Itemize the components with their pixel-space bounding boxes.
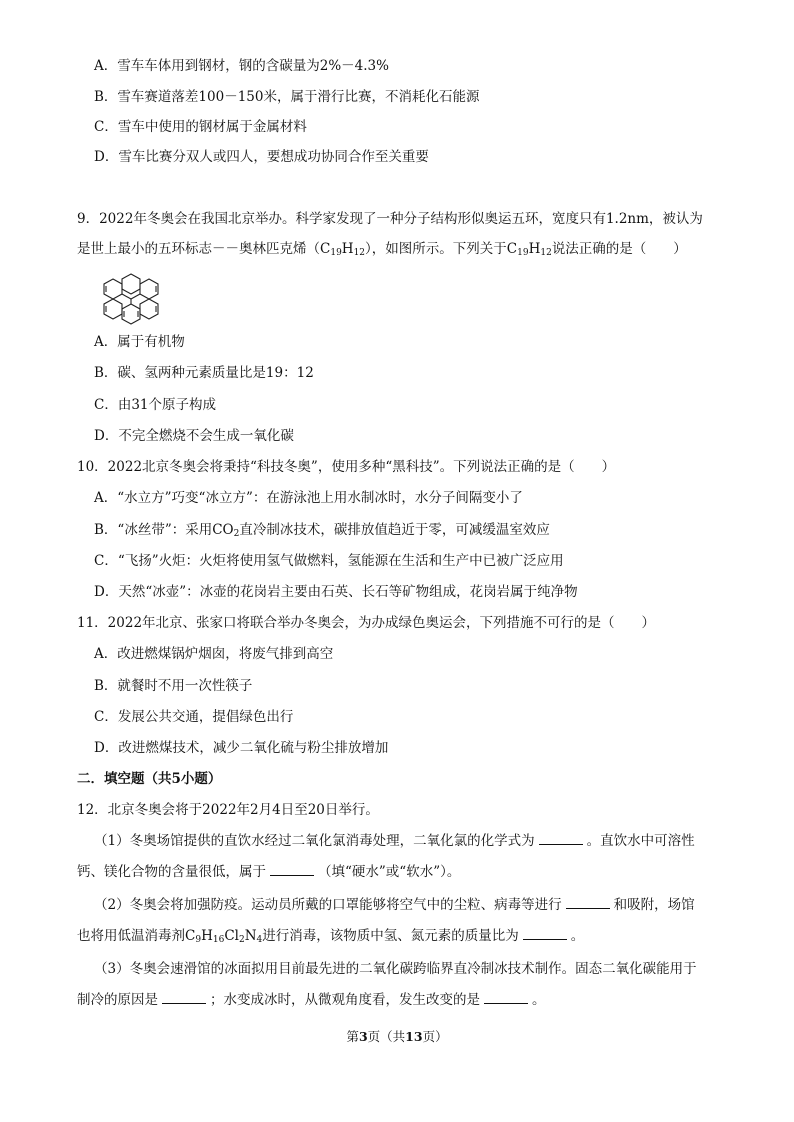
q8-option-b: B．雪车赛道落差100－150米，属于滑行比赛，不消耗化石能源	[94, 89, 480, 105]
q9-stem-line2	[77, 240, 687, 260]
page-footer	[0, 1027, 794, 1045]
q9-option-a: A．属于有机物	[94, 334, 185, 350]
q12-cl: Cl	[224, 928, 239, 944]
q12-sub-16: 16	[212, 935, 225, 945]
q12-part2-line2	[77, 927, 584, 947]
q12-p3-l2-post: 。	[532, 992, 546, 1008]
q12-n: N	[244, 928, 257, 944]
q11-option-a: A．改进燃煤锅炉烟囱，将废气排到高空	[94, 646, 334, 662]
q9-option-b: B．碳、氢两种元素质量比是19：12	[94, 365, 314, 381]
q11-option-d: D．改进燃煤技术，减少二氧化硫与粉尘排放增加	[94, 740, 389, 756]
q11-option-b: B．就餐时不用一次性筷子	[94, 678, 253, 694]
q12-sub-2: 2	[238, 935, 245, 945]
q12-sub-4: 4	[256, 935, 263, 945]
q9-sub-12a: 12	[353, 248, 366, 258]
q9-sub-12b: 12	[540, 248, 552, 258]
q12-h: H	[201, 928, 213, 944]
q10-option-b	[94, 521, 550, 541]
q12-stem: 12．北京冬奥会将于2022年2月4日至20日举行。	[77, 802, 379, 818]
q11-stem: 11．2022年北京、张家口将联合举办冬奥会，为办成绿色奥运会，下列措施不可行的是（ ）	[77, 615, 656, 631]
q10-b-pre: B．“冰丝带”：采用CO	[94, 522, 234, 538]
q9-stem-line1: 9．2022年冬奥会在我国北京举办。科学家发现了一种分子结构形似奥运五环，宽度只有1.2nm，被认为	[77, 211, 703, 227]
q12-p2-l2-pre: 也将用低温消毒剂C	[77, 928, 196, 944]
footer-post: 页）	[422, 1029, 448, 1044]
answer-blank[interactable]	[270, 863, 314, 876]
q10-option-a: A．“水立方”巧变“冰立方”：在游泳池上用水制冰时，水分子间隔变小了	[94, 490, 523, 506]
olympicene-structure-diagram	[95, 270, 167, 330]
answer-blank[interactable]	[523, 927, 567, 940]
q9-sub-19b: 19	[517, 248, 529, 258]
page-total: 13	[405, 1029, 423, 1044]
q9-h1: H	[341, 241, 354, 257]
q10-option-c: C．“飞扬”火炬：火炬将使用氢气做燃料，氢能源在生活和生产中已被广泛应用	[94, 553, 564, 569]
q12-p2-l1-post: 和吸附，场馆	[613, 897, 695, 913]
q9-option-d: D．不完全燃烧不会生成一氧化碳	[94, 428, 294, 444]
q12-part1-line1	[94, 832, 695, 850]
footer-pre: 第	[346, 1029, 359, 1044]
q12-p1-l1-post: 。直饮水中可溶性	[586, 833, 695, 849]
q10-b-post: 直冷制冰技术，碳排放值趋近于零，可减缓温室效应	[239, 522, 550, 538]
q10-stem: 10．2022北京冬奥会将秉持“科技冬奥”，使用多种“黑科技”。下列说法正确的是（ ）	[77, 459, 616, 475]
q12-part3-line2	[77, 991, 546, 1009]
q10-option-d: D．天然“冰壶”：冰壶的花岗岩主要由石英、长石等矿物组成，花岗岩属于纯净物	[94, 584, 578, 600]
q11-option-c: C．发展公共交通，提倡绿色出行	[94, 709, 294, 725]
q12-p2-l2-mid: 进行消毒，该物质中氢、氮元素的质量比为	[262, 928, 519, 944]
answer-blank[interactable]	[162, 991, 206, 1004]
q9-stem2-mid: ），如图所示。下列关于C	[365, 241, 518, 257]
q10-b-sub: 2	[233, 529, 240, 539]
q12-p2-l2-post: 。	[570, 928, 585, 944]
q12-part1-line2	[77, 863, 460, 881]
q9-h2: H	[528, 241, 541, 257]
q12-sub-9: 9	[195, 935, 202, 945]
q12-p1-l2-post: （填“硬水”或“软水”）。	[318, 864, 461, 880]
q9-sub-19a: 19	[330, 248, 342, 258]
q12-part3-line1: （3）冬奥会速滑馆的冰面拟用目前最先进的二氧化碳跨临界直冷制冰技术制作。固态二氧化碳能用于	[94, 961, 697, 977]
q9-stem2-pre: 是世上最小的五环标志－－奥林匹克烯（C	[77, 241, 331, 257]
q12-p3-l2-pre: 制冷的原因是	[77, 992, 158, 1008]
q9-option-c: C．由31个原子构成	[94, 397, 217, 413]
q12-p2-l1-pre: （2）冬奥会将加强防疫。运动员所戴的口罩能够将空气中的尘粒、病毒等进行	[94, 897, 562, 913]
footer-mid: 页（共	[367, 1029, 406, 1044]
q8-option-a: A．雪车车体用到钢材，钢的含碳量为2%－4.3%	[94, 58, 389, 74]
answer-blank[interactable]	[539, 832, 583, 845]
q12-p1-l2-pre: 钙、镁化合物的含量很低，属于	[77, 864, 266, 880]
q8-option-d: D．雪车比赛分双人或四人，要想成功协同合作至关重要	[94, 149, 429, 165]
answer-blank[interactable]	[566, 896, 610, 909]
q12-p3-l2-mid: ；水变成冰时，从微观角度看，发生改变的是	[210, 992, 480, 1008]
q12-p1-l1-pre: （1）冬奥场馆提供的直饮水经过二氧化氯消毒处理，二氧化氯的化学式为	[94, 833, 535, 849]
q9-stem2-post: 说法正确的是（ ）	[551, 241, 687, 257]
page-number: 3	[358, 1029, 368, 1044]
q12-part2-line1	[94, 896, 695, 914]
q8-option-c: C．雪车中使用的钢材属于金属材料	[94, 119, 307, 135]
section-heading-fill-in: 二．填空题（共5小题）	[77, 771, 222, 787]
answer-blank[interactable]	[484, 991, 528, 1004]
